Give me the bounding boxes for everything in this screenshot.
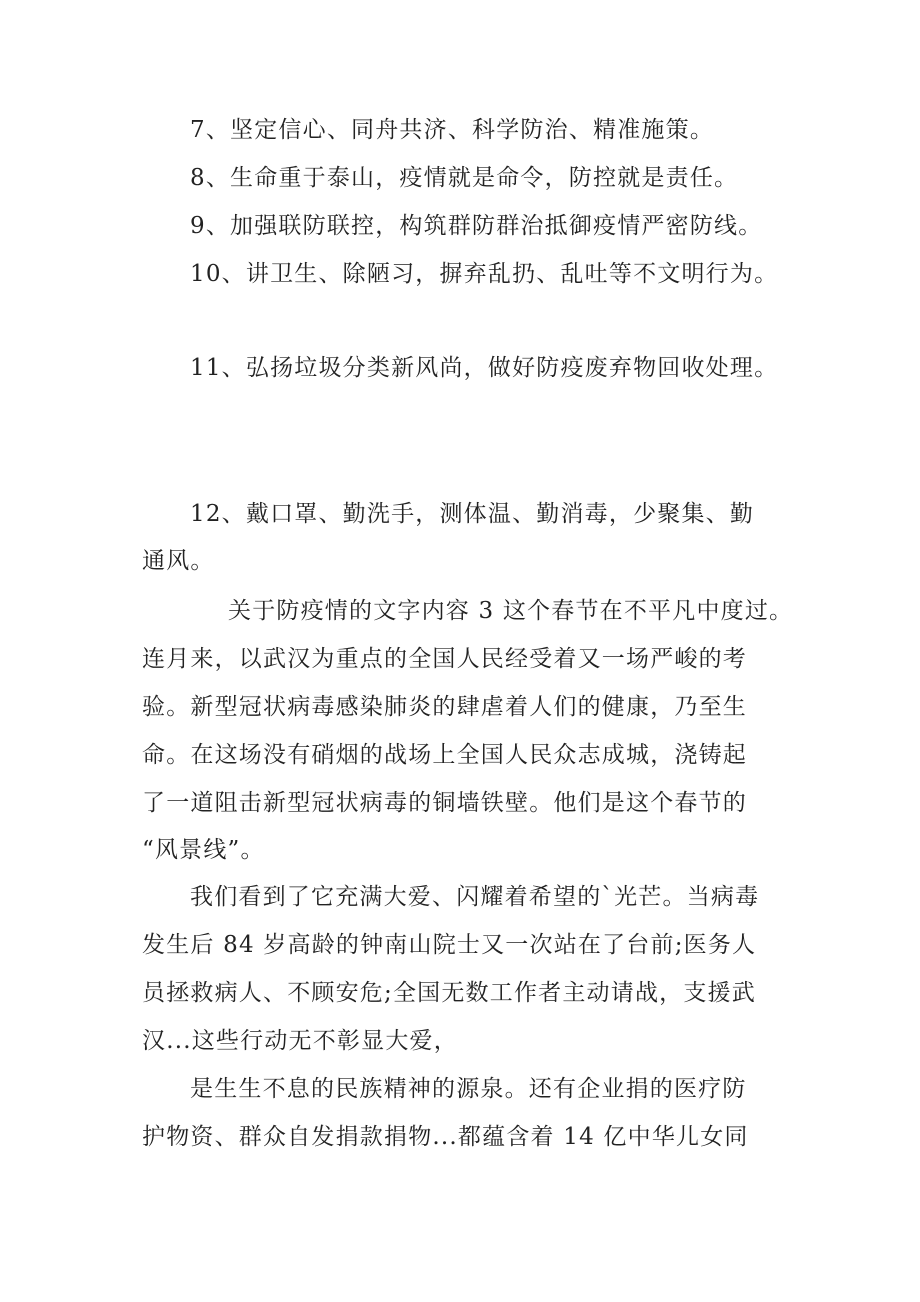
paragraph-line: 发生后 84 岁高龄的钟南山院士又一次站在了台前;医务人 [142,932,757,958]
paragraph-line: 命。在这场没有硝烟的战场上全国人民众志成城，浇铸起 [142,742,747,768]
paragraph-line: 连月来，以武汉为重点的全国人民经受着又一场严峻的考 [142,646,747,672]
paragraph-line: 验。新型冠状病毒感染肺炎的肆虐着人们的健康，乃至生 [142,694,747,720]
paragraph-line: 了一道阻击新型冠状病毒的铜墙铁壁。他们是这个春节的 [142,790,747,816]
paragraph-line: 我们看到了它充满大爱、闪耀着希望的`光芒。当病毒 [190,884,760,910]
paragraph-line: 是生生不息的民族精神的源泉。还有企业捐的医疗防 [190,1076,747,1102]
paragraph-line: 员拯救病人、不顾安危;全国无数工作者主动请战，支援武 [142,980,756,1006]
slogan-item-12: 12、戴口罩、勤洗手，测体温、勤消毒，少聚集、勤 [190,501,755,527]
slogan-item-7: 7、坚定信心、同舟共济、科学防治、精准施策。 [190,117,715,143]
paragraph-line: “风景线”。 [142,837,265,863]
paragraph-line: 汉...这些行动无不彰显大爱， [142,1028,458,1054]
paragraph-line: 关于防疫情的文字内容 3 这个春节在不平凡中度过。 [228,598,794,624]
slogan-item-9: 9、加强联防联控，构筑群防群治抵御疫情严密防线。 [190,213,763,239]
slogan-item-11: 11、弘扬垃圾分类新风尚，做好防疫废弃物回收处理。 [190,355,779,381]
paragraph-line: 护物资、群众自发捐款捐物...都蕴含着 14 亿中华儿女同 [142,1124,749,1150]
slogan-item-8: 8、生命重于泰山，疫情就是命令，防控就是责任。 [190,165,739,191]
slogan-item-12-continued: 通风。 [142,548,215,574]
slogan-item-10: 10、讲卫生、除陋习，摒弃乱扔、乱吐等不文明行为。 [190,261,779,287]
